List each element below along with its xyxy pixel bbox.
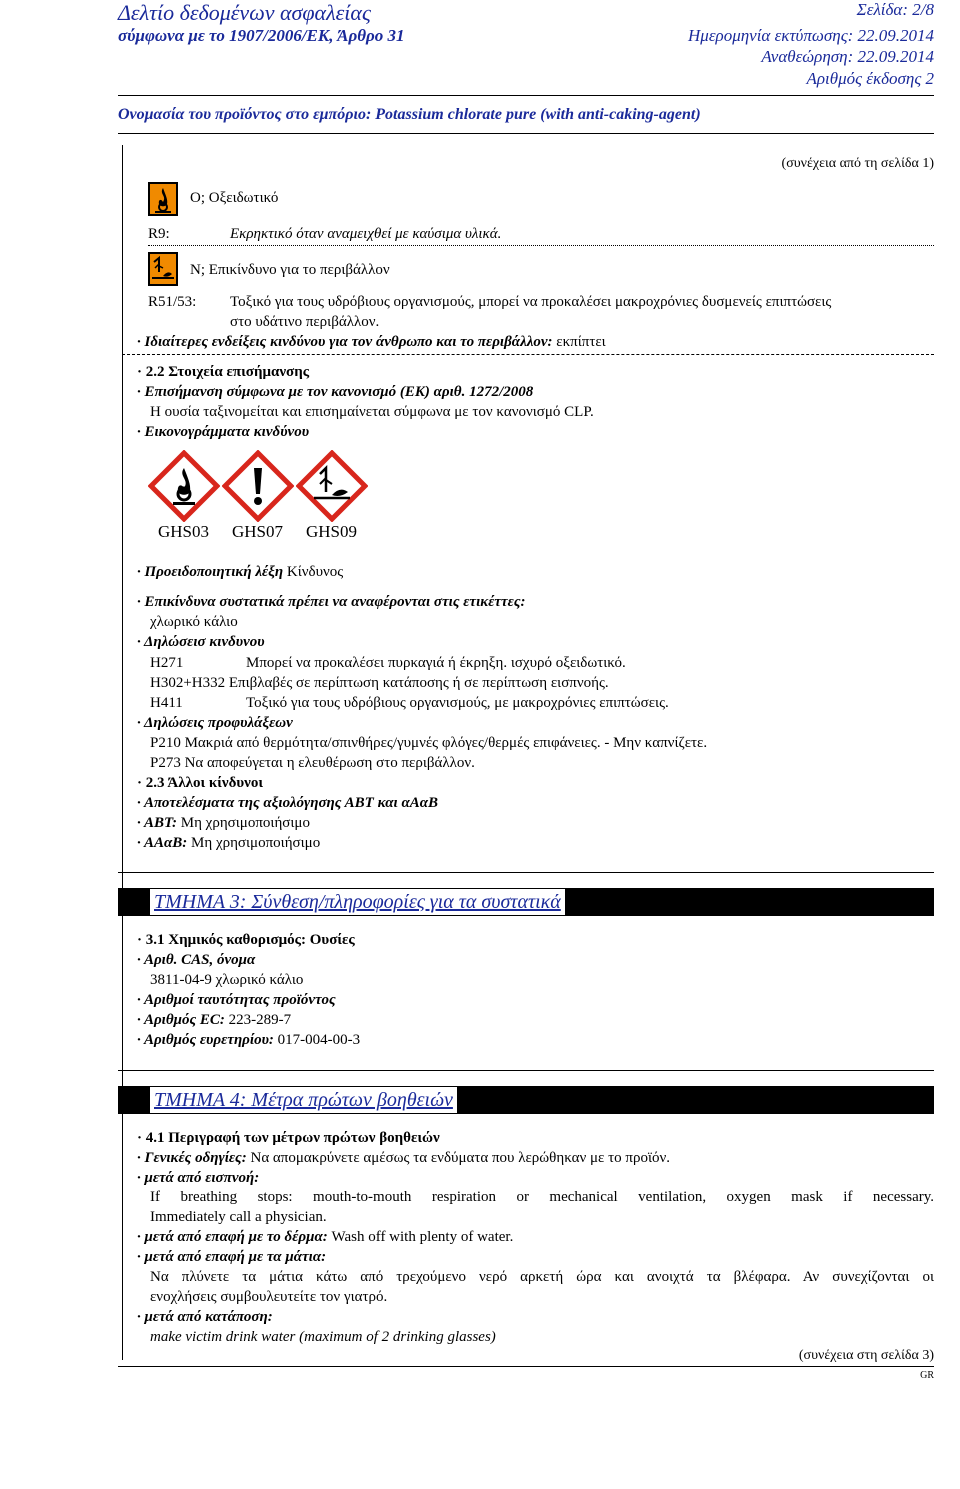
signal-word-value: Κίνδυνος (286, 564, 344, 580)
left-margin-rule (122, 145, 123, 1360)
r9-text: Εκρηκτικό όταν αναμειχθεί με καύσιμα υλικά. (230, 226, 502, 242)
p210-line: P210 Μακριά από θερμότητα/σπινθήρες/γυμνές φλόγες/θερμές επιφάνειες. - Μην καπνίζετε. (150, 735, 708, 751)
vpvb-value: Μη χρησιμοποιήσιμο (191, 835, 321, 851)
special-hazards-value: εκπίπτει (556, 334, 606, 350)
footer-rule (118, 1366, 934, 1367)
vpvb-label: · ΑΑαΒ: (137, 835, 188, 851)
eye-contact-label: · μετά από επαφή με τα μάτια: (137, 1249, 327, 1265)
other-hazards-heading: · 2.3 Άλλοι κίνδυνοι (137, 775, 263, 791)
index-number-label: · Αριθμός ευρετηρίου: (137, 1032, 274, 1048)
section4-title: ΤΜΗΜΑ 4: Μέτρα πρώτων βοηθειών (150, 1087, 457, 1113)
pbt-heading: · Αποτελέσματα της αξιολόγησης ΑΒΤ και αΑαΒ (137, 795, 439, 811)
o-classification-label: O; Οξειδωτικό (190, 190, 279, 206)
general-advice-value: Να απομακρύνετε αμέσως τα ενδύματα που λερώθηκαν με το προϊόν. (250, 1150, 671, 1166)
ingestion-value: make victim drink water (maximum of 2 drinking glasses) (150, 1329, 496, 1345)
section3-rule (118, 872, 934, 873)
eye-contact-text-1: Να πλύνετε τα μάτια κάτω από τρεχούμενο νερό αρκετή ώρα και ανοιχτά τα βλέφαρα. Αν συνεχίζονται οι (150, 1269, 934, 1285)
special-hazards-label: · Ιδιαίτερες ενδείξεις κινδύνου για τον άνθρωπο και το περιβάλλον: (137, 334, 553, 350)
continuation-from: (συνέχεια από τη σελίδα 1) (781, 156, 934, 171)
r5153-text-2: στο υδάτινο περιβάλλον. (230, 314, 380, 330)
pbt-label: · ΑΒΤ: (137, 815, 177, 831)
ec-number-label: · Αριθμός ΕC: (137, 1012, 225, 1028)
section3-line-1: · 3.1 Χημικός καθορισμός: Ουσίες (137, 932, 355, 948)
inhalation-label: · μετά από εισπνοή: (137, 1170, 260, 1186)
section3-line-3: 3811-04-9 χλωρικό κάλιο (150, 972, 304, 988)
skin-contact-line (137, 1229, 513, 1246)
ec-number-value: 223-289-7 (228, 1012, 292, 1028)
pbt-value: Μη χρησιμοποιήσιμο (180, 815, 310, 831)
version-number: Αριθμός έκδοσης 2 (806, 69, 934, 88)
section4-line-1: · 4.1 Περιγραφή των μέτρων πρώτων βοηθειών (137, 1130, 440, 1146)
r5153-code: R51/53: (148, 294, 197, 310)
ghs07-exclamation-icon (222, 450, 294, 522)
oxidizing-hazard-icon (148, 182, 178, 216)
document-title: Δελτίο δεδομένων ασφαλείας (118, 0, 371, 25)
revision-date: Αναθεώρηση: 22.09.2014 (761, 47, 934, 66)
general-advice-label: · Γενικές οδηγίες: (137, 1150, 247, 1166)
n-classification-label: N; Επικίνδυνο για το περιβάλλον (190, 262, 390, 278)
section4-rule (118, 1070, 934, 1071)
h411-text: Τοξικό για τους υδρόβιους οργανισμούς, με μακροχρόνιες επιπτώσεις. (246, 695, 669, 711)
skin-contact-label: · μετά από επαφή με το δέρμα: (137, 1229, 328, 1245)
inhalation-text-2: Immediately call a physician. (150, 1209, 327, 1225)
ghs07-label: GHS07 (232, 522, 284, 541)
ingestion-label: · μετά από κατάποση: (137, 1309, 273, 1325)
print-date: Ημερομηνία εκτύπωσης: 22.09.2014 (688, 26, 934, 45)
p273-line: P273 Να αποφεύγεται η ελευθέρωση στο περιβάλλον. (150, 755, 475, 771)
inhalation-text-1: If breathing stops: mouth-to-mouth respiration or mechanical ventilation, oxygen mask if necessary. (150, 1189, 934, 1205)
ghs09-label: GHS09 (306, 522, 358, 541)
clp-text: Η ουσία ταξινομείται και επισημαίνεται σύμφωνα με τον κανονισμό CLP. (150, 404, 594, 420)
dotted-separator (148, 245, 934, 246)
ghs03-label: GHS03 (158, 522, 210, 541)
skin-contact-value: Wash off with plenty of water. (331, 1229, 514, 1245)
pictograms-heading: · Εικονογράμματα κινδύνου (137, 424, 310, 440)
h302-h332-line: H302+H332 Επιβλαβές σε περίπτωση κατάποσης ή σε περίπτωση εισπνοής. (150, 675, 609, 691)
h411-code: H411 (150, 695, 183, 711)
section3-index-line (137, 1032, 360, 1049)
r9-code: R9: (148, 226, 170, 242)
index-number-value: 017-004-00-3 (277, 1032, 361, 1048)
ghs03-flame-over-circle-icon (148, 450, 220, 522)
ghs09-environment-icon (296, 450, 368, 522)
signal-word-line (137, 564, 343, 581)
country-code: GR (920, 1370, 934, 1381)
pbt-line (137, 815, 310, 832)
eye-contact-text-2: ενοχλήσεις συμβουλευτείτε τον γιατρό. (150, 1289, 388, 1305)
h271-text: Μπορεί να προκαλέσει πυρκαγιά ή έκρηξη. ισχυρό οξειδωτικό. (246, 655, 626, 671)
hazard-statements-label: · Δηλώσεισ κινδυνου (137, 634, 265, 650)
section3-title: ΤΜΗΜΑ 3: Σύνθεση/πληροφορίες για τα συστατικά (150, 889, 565, 915)
product-name: Ονομασία του προϊόντος στο εμπόριο: Potassium chlorate pure (with anti-caking-agent) (118, 106, 701, 123)
h271-code: H271 (150, 655, 184, 671)
section3-line-2: · Αριθ. CAS, όνομα (137, 952, 256, 968)
page-number: Σελίδα: 2/8 (856, 0, 934, 19)
hazard-components-value: χλωρικό κάλιο (150, 614, 238, 630)
precaution-label: · Δηλώσεις προφυλάξεων (137, 715, 293, 731)
environment-hazard-icon (148, 252, 178, 286)
product-rule (118, 133, 934, 134)
continuation-to: (συνέχεια στη σελίδα 3) (798, 1348, 934, 1363)
section3-ec-line (137, 1012, 291, 1029)
header-rule (118, 95, 934, 96)
vpvb-line (137, 835, 320, 852)
section3-line-4: · Αριθμοί ταυτότητας προϊόντος (137, 992, 336, 1008)
document-subtitle: σύμφωνα με το 1907/2006/ΕΚ, Άρθρο 31 (118, 26, 405, 45)
r5153-text-1: Τοξικό για τους υδρόβιους οργανισμούς, μπορεί να προκαλέσει μακροχρόνιες δυσμενείς επιπτώσεις (230, 294, 832, 310)
general-advice-line (137, 1150, 670, 1167)
hazard-components-label: · Επικίνδυνα συστατικά πρέπει να αναφέρονται στις ετικέττες: (137, 594, 526, 610)
signal-word-label: · Προειδοποιητική λέξη (137, 564, 284, 580)
special-hazards-line (137, 334, 606, 351)
label-elements-heading: · 2.2 Στοιχεία επισήμανσης (137, 364, 310, 380)
dashed-separator (122, 354, 934, 355)
clp-heading: · Επισήμανση σύμφωνα με τον κανονισμό (ΕΚ) αριθ. 1272/2008 (137, 384, 534, 400)
